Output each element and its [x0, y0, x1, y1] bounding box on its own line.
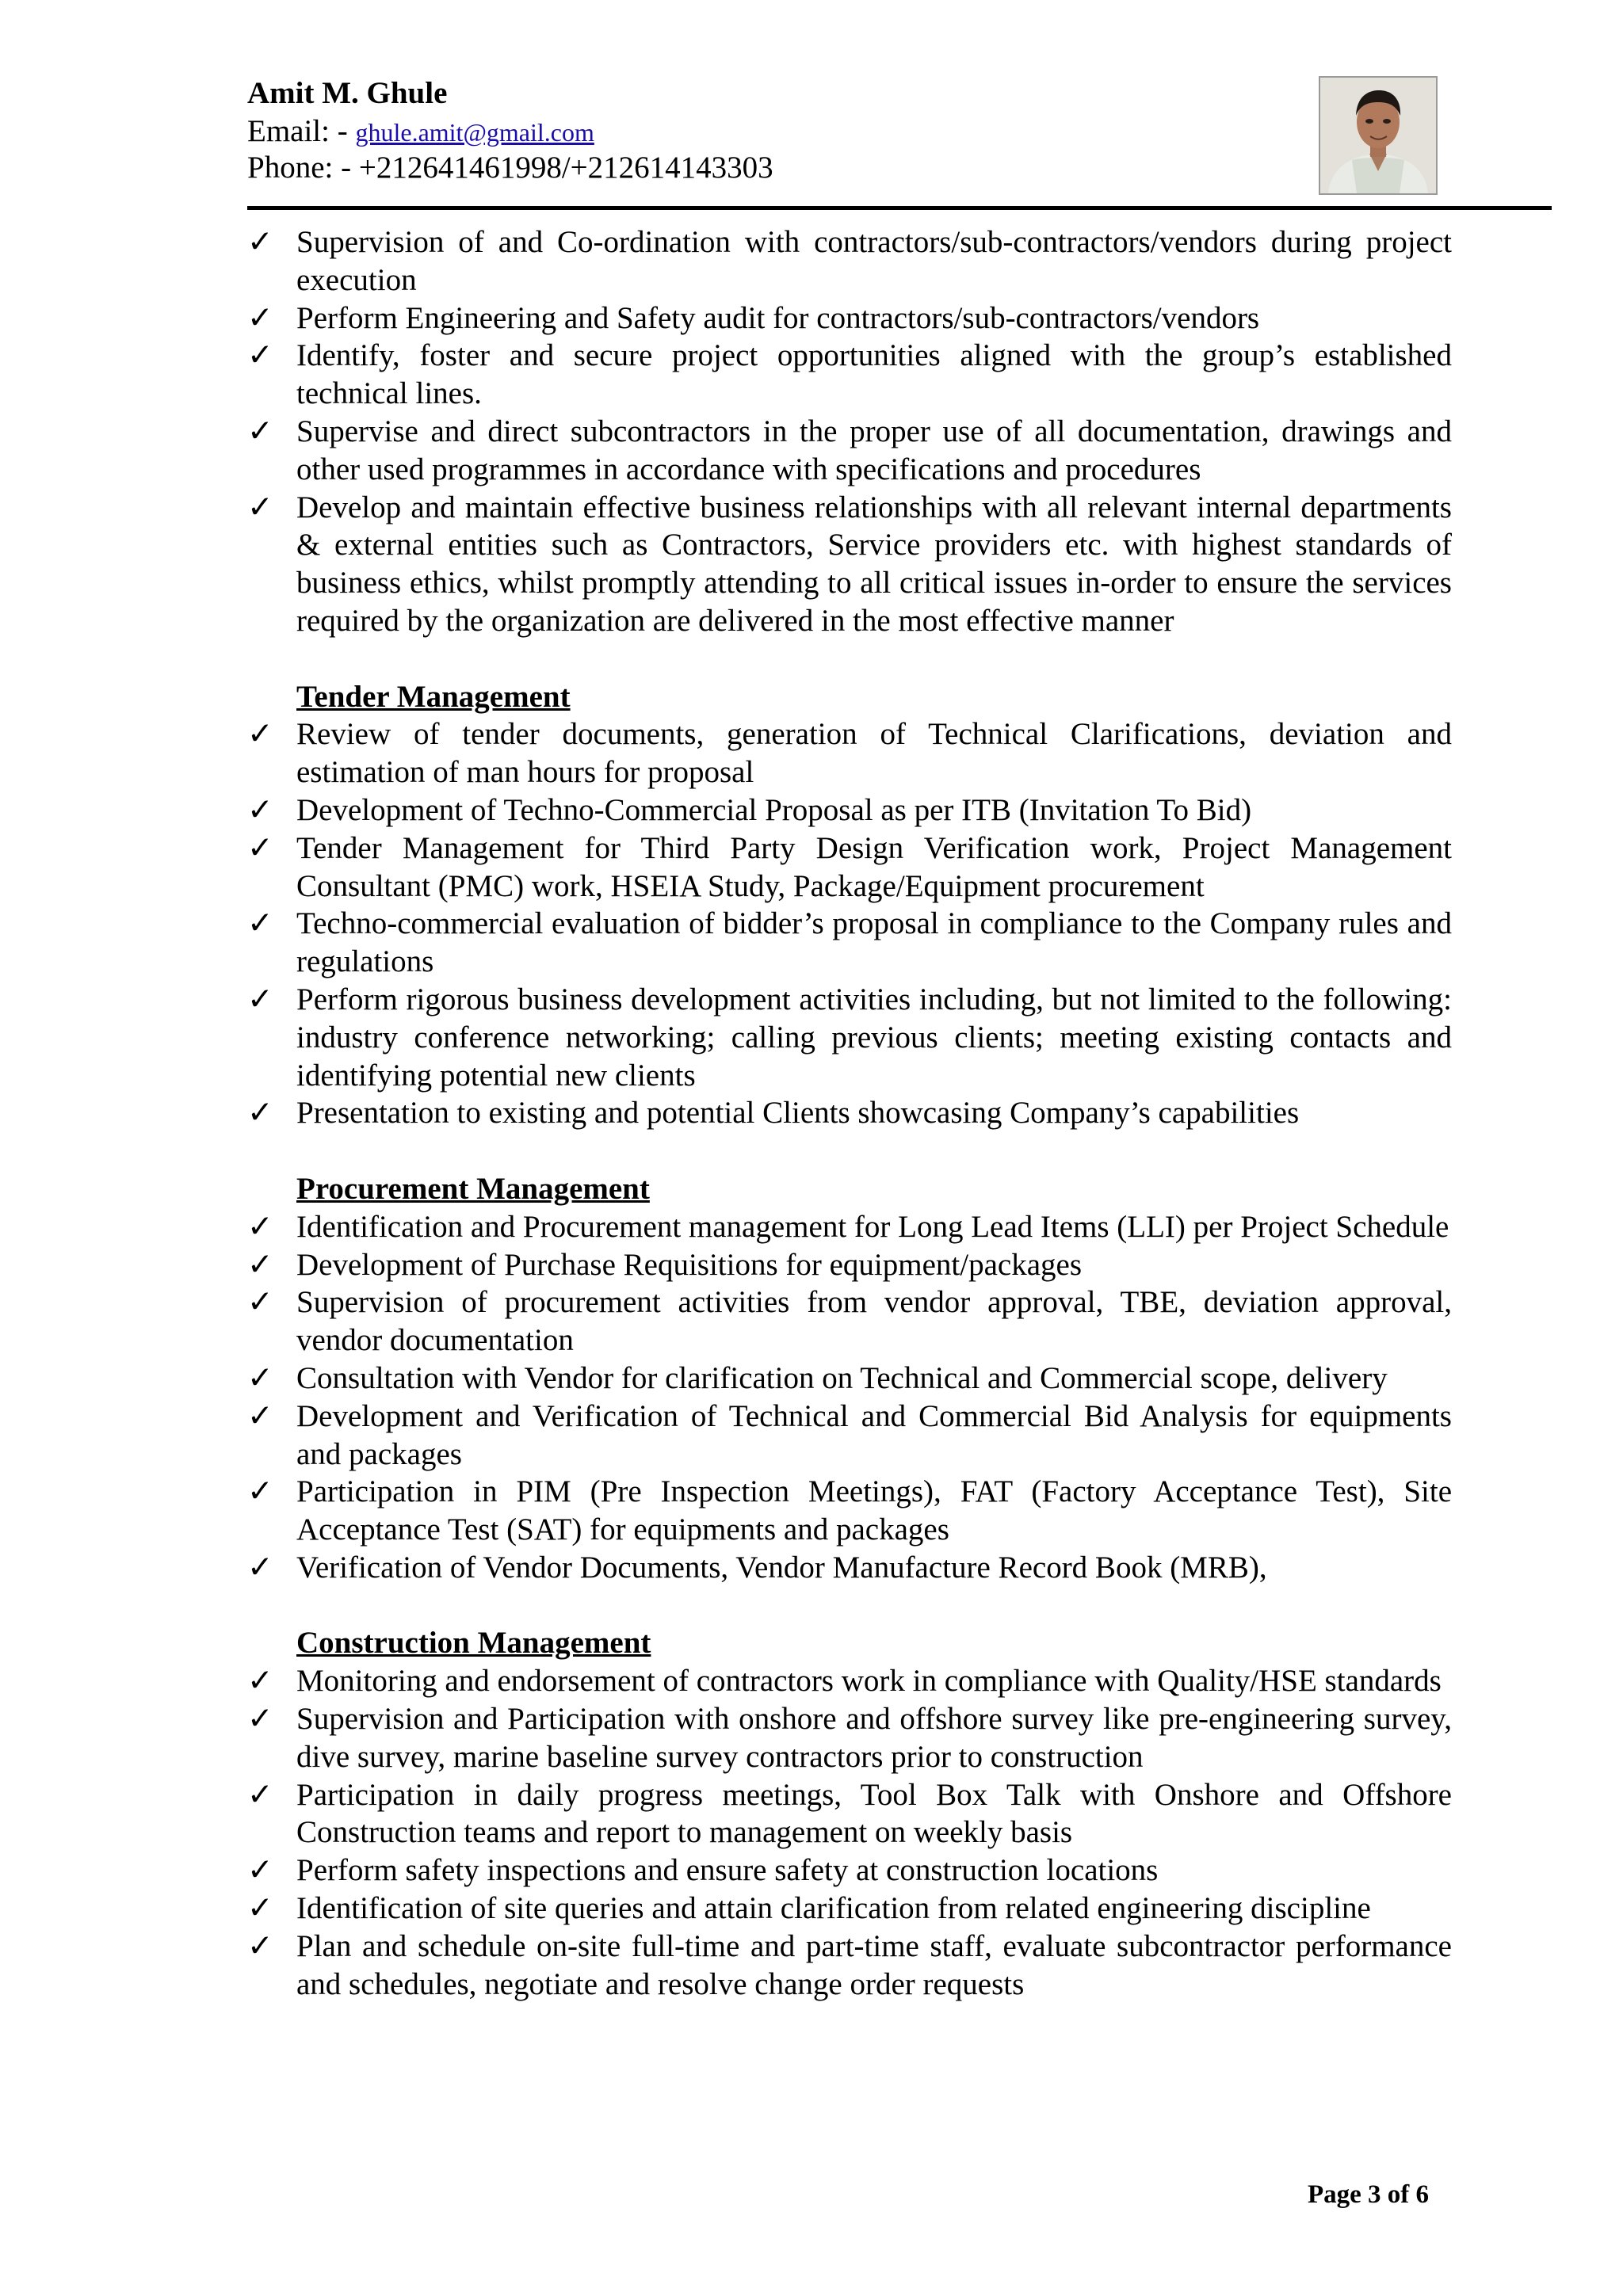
checkmark-icon: ✓	[247, 1928, 273, 1963]
checkmark-icon: ✓	[247, 1777, 273, 1812]
profile-photo-illustration	[1320, 78, 1436, 193]
list-item: ✓ Supervision of and Co-ordination with contractors/sub-contractors/vendors during project execution	[247, 225, 1452, 297]
profile-photo	[1319, 76, 1438, 195]
list-item: ✓ Supervise and direct subcontractors in the proper use of all documentation, drawings and other used programmes in accordance with specifications and procedures	[247, 414, 1452, 486]
checkmark-icon: ✓	[247, 1209, 273, 1244]
resume-content	[247, 223, 1452, 2003]
list-item: ✓ Development of Purchase Requisitions for equipment/packages	[247, 1246, 1452, 1284]
list-item: ✓ Consultation with Vendor for clarification on Technical and Commercial scope, delivery	[247, 1360, 1452, 1398]
checkmark-icon: ✓	[247, 717, 273, 752]
checkmark-icon: ✓	[247, 982, 273, 1016]
email-link[interactable]: ghule.amit@gmail.com	[355, 118, 594, 147]
checkmark-icon: ✓	[247, 906, 273, 941]
checkmark-icon: ✓	[247, 490, 273, 524]
list-item: ✓ Develop and maintain effective business relationships with all relevant internal departments & external entities such as Contractors, Service providers etc. with highest standards of business ethics, whilst promptly attending to all critical issues in-order to ensure the services required by the organization are delivered in the most effective manner	[247, 490, 1452, 638]
checkmark-icon: ✓	[247, 830, 273, 865]
phone-number: +212641461998/+212614143303	[358, 151, 773, 185]
phone-line	[247, 149, 773, 187]
list-item: ✓ Review of tender documents, generation of Technical Clarifications, deviation and estimation of man hours for proposal	[247, 717, 1452, 790]
resume-name: Amit M. Ghule	[247, 76, 448, 110]
checkmark-icon: ✓	[247, 1891, 273, 1926]
page-number: Page 3 of 6	[1308, 2180, 1430, 2209]
checkmark-icon: ✓	[247, 1398, 273, 1433]
checkmark-icon: ✓	[247, 792, 273, 827]
section-heading-tender: Tender Management	[296, 679, 571, 714]
list-item: ✓ Perform safety inspections and ensure safety at construction locations	[247, 1852, 1452, 1890]
email-line	[247, 113, 594, 151]
list-item: ✓ Participation in PIM (Pre Inspection Meetings), FAT (Factory Acceptance Test), Site Acceptance Test (SAT) for equipments and packages	[247, 1474, 1452, 1547]
checkmark-icon: ✓	[247, 1247, 273, 1282]
list-item: ✓ Identification and Procurement management for Long Lead Items (LLI) per Project Schedule	[247, 1208, 1452, 1246]
list-item: ✓ Supervision of procurement activities from vendor approval, TBE, deviation approval, vendor documentation	[247, 1285, 1452, 1358]
list-item: ✓ Tender Management for Third Party Design Verification work, Project Management Consultant (PMC) work, HSEIA Study, Package/Equipment procurement	[247, 830, 1452, 903]
checkmark-icon: ✓	[247, 1702, 273, 1737]
checkmark-icon: ✓	[247, 1360, 273, 1395]
list-item: ✓ Identification of site queries and attain clarification from related engineering discipline	[247, 1890, 1452, 1928]
list-item: ✓ Participation in daily progress meetings, Tool Box Talk with Onshore and Offshore Construction teams and report to management on weekly basis	[247, 1777, 1452, 1850]
list-item: ✓ Verification of Vendor Documents, Vendor Manufacture Record Book (MRB),	[247, 1549, 1452, 1587]
header-divider	[247, 206, 1552, 210]
checkmark-icon: ✓	[247, 1474, 273, 1509]
list-item: ✓ Presentation to existing and potential Clients showcasing Company’s capabilities	[247, 1094, 1452, 1132]
list-item: ✓ Development of Techno-Commercial Proposal as per ITB (Invitation To Bid)	[247, 791, 1452, 830]
list-item: ✓ Techno-commercial evaluation of bidder’s proposal in compliance to the Company rules and regulations	[247, 906, 1452, 979]
phone-label: Phone: -	[247, 151, 359, 185]
checkmark-icon: ✓	[247, 225, 273, 259]
section-heading-construction: Construction Management	[296, 1626, 651, 1661]
list-item: ✓ Monitoring and endorsement of contractors work in compliance with Quality/HSE standards	[247, 1662, 1452, 1700]
list-item: ✓ Perform Engineering and Safety audit for contractors/sub-contractors/vendors	[247, 299, 1452, 338]
section-heading-procurement: Procurement Management	[296, 1171, 650, 1206]
checkmark-icon: ✓	[247, 1853, 273, 1888]
email-label: Email: -	[247, 114, 356, 148]
checkmark-icon: ✓	[247, 1664, 273, 1699]
list-item: ✓ Plan and schedule on-site full-time and part-time staff, evaluate subcontractor performance and schedules, negotiate and resolve change order requests	[247, 1928, 1452, 2001]
list-item: ✓ Perform rigorous business development activities including, but not limited to the following: industry conference networking; calling previous clients; meeting existing contacts and identifying potential new clients	[247, 982, 1452, 1093]
list-item: ✓ Supervision and Participation with onshore and offshore survey like pre-engineering survey, dive survey, marine baseline survey contractors prior to construction	[247, 1702, 1452, 1774]
checkmark-icon: ✓	[247, 1096, 273, 1131]
checkmark-icon: ✓	[247, 1285, 273, 1320]
checkmark-icon: ✓	[247, 414, 273, 448]
checkmark-icon: ✓	[247, 300, 273, 335]
checkmark-icon: ✓	[247, 338, 273, 373]
list-item: ✓ Identify, foster and secure project opportunities aligned with the group’s established technical lines.	[247, 338, 1452, 411]
checkmark-icon: ✓	[247, 1550, 273, 1585]
list-item: ✓ Development and Verification of Technical and Commercial Bid Analysis for equipments and packages	[247, 1398, 1452, 1471]
